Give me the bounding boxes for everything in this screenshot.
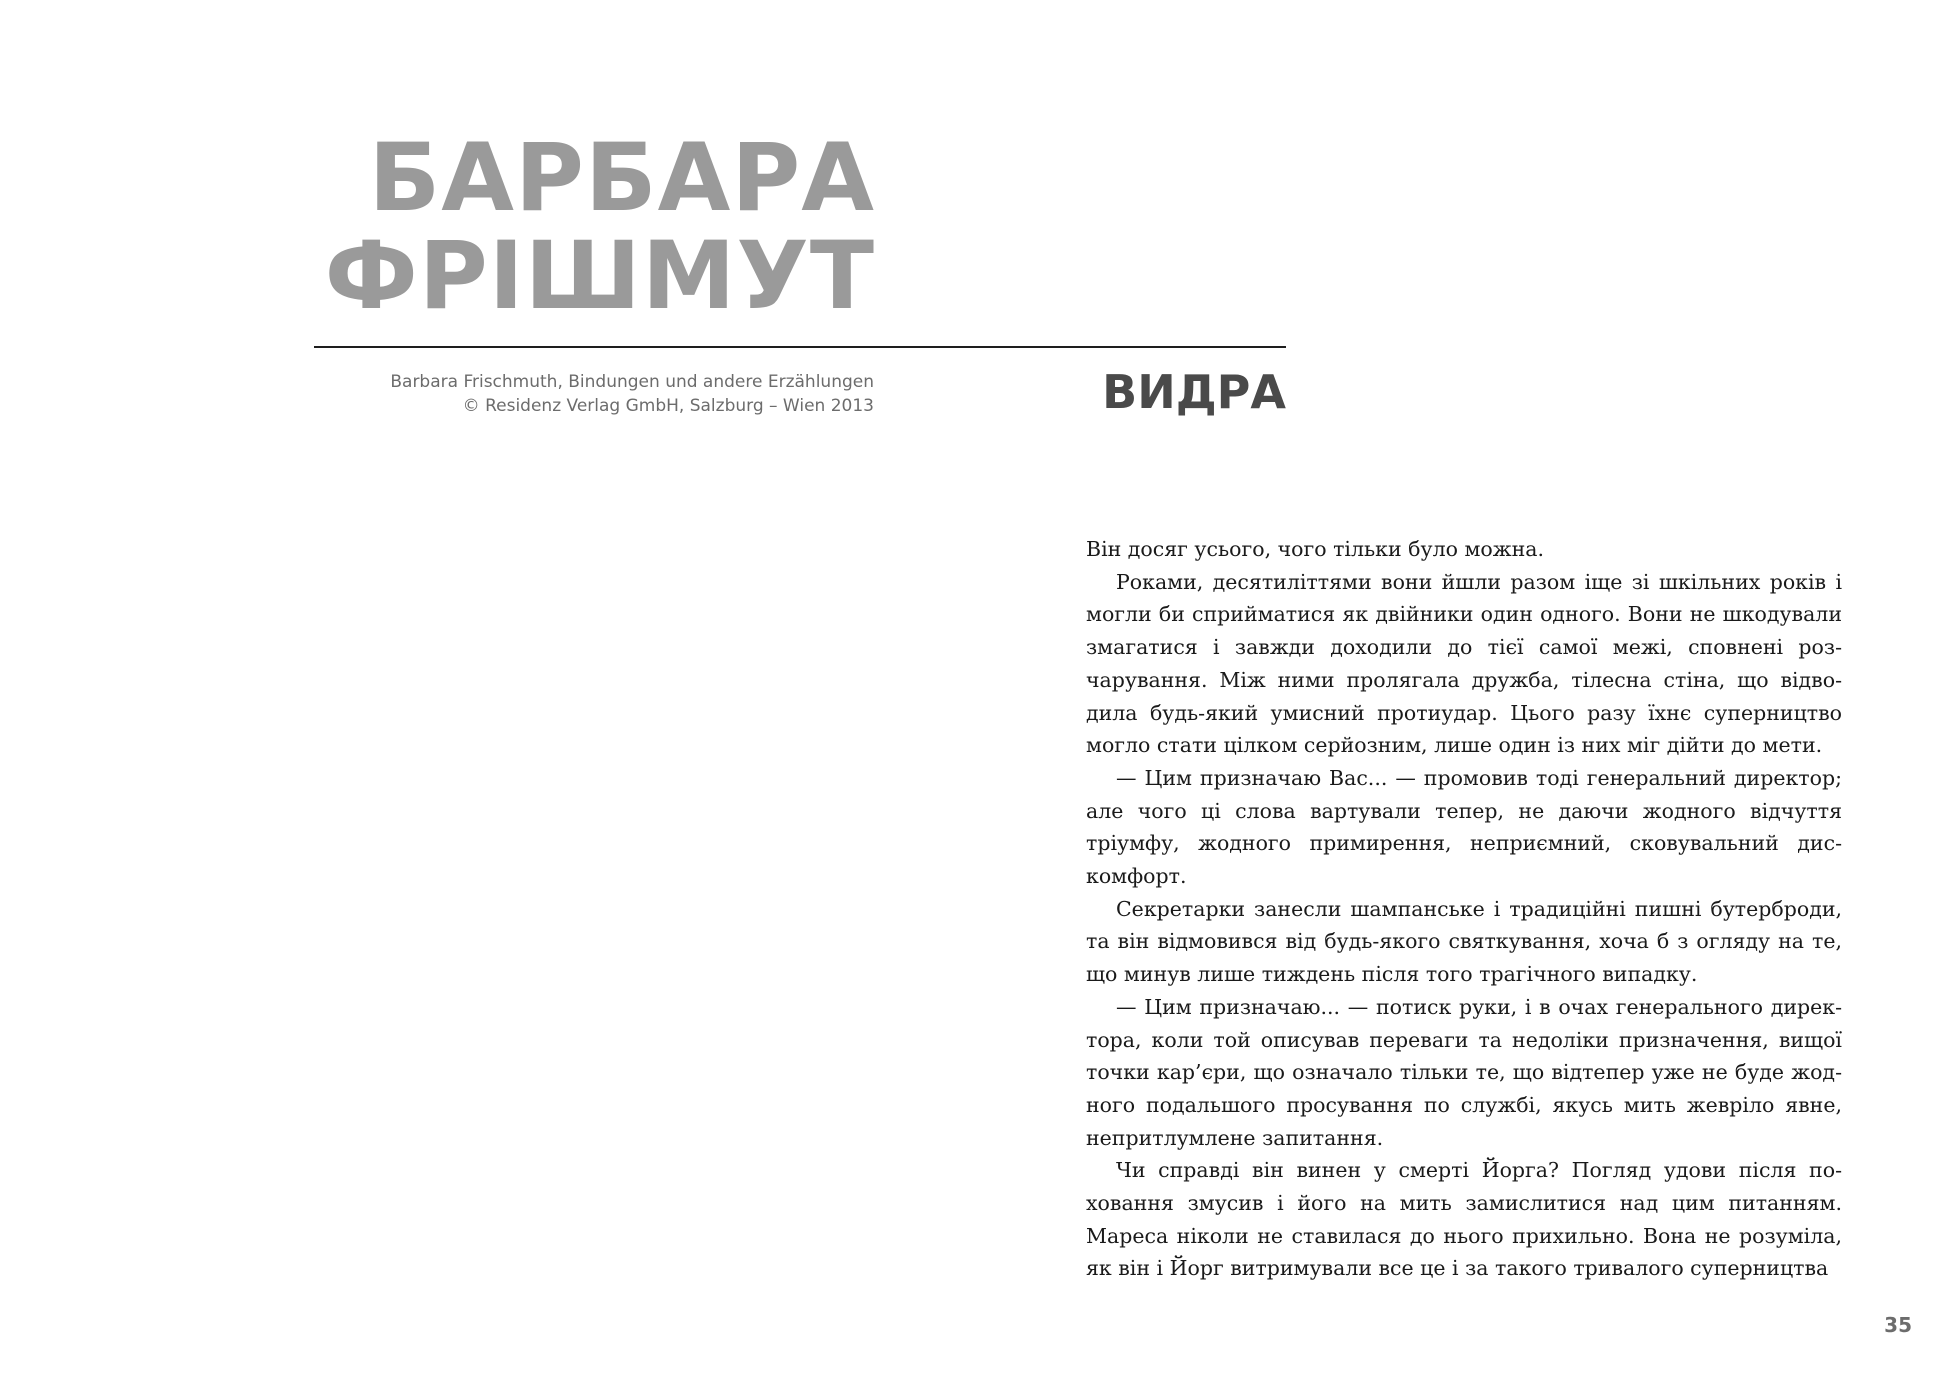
story-paragraph: — Цим призначаю Вас... — промовив тоді генеральний директор; але чого ці слова вартували тепер, не даючи жодного відчуття тріумфу, жодного примирення, неприємний, сковувальний дискомфорт.: [1086, 765, 1842, 889]
original-source-line: Barbara Frischmuth, Bindungen und andere Erzählungen: [390, 372, 874, 392]
page-number: 35: [1884, 1313, 1912, 1337]
story-body: [1086, 533, 1842, 1285]
author-name-heading: [310, 124, 875, 331]
author-first-name: БАРБАРА: [368, 124, 875, 233]
copyright-line: © Residenz Verlag GmbH, Salzburg – Wien 2013: [462, 396, 874, 416]
story-paragraph: Роками, десятиліттями вони йшли разом іще зі шкільних років і могли би сприйматися як двійники один одного. Вони не шкодували змагатися і завжди доходили до тієї самої межі, сповнені розчарування. Між ними пролягала дружба, тілесна стіна, що відводила будь-який умисний протиудар. Цього разу їхнє суперництво могло стати цілком серйозним, лише один із них міг дійти до мети.: [1086, 569, 1842, 758]
story-paragraph: Чи справді він винен у смерті Йорга? Погляд удови після поховання змусив і його на мить замислитися над цим питанням. Мареса ніколи не ставилася до нього прихильно. Вона не розуміла, як він і Йорг витримували все це і за такого тривалого суперництва: [1086, 1158, 1842, 1281]
story-title: ВИДРА: [1102, 365, 1286, 419]
title-divider: [314, 346, 1286, 348]
story-paragraph: — Цим призначаю... — потиск руки, і в очах генерального директора, коли той описував переваги та недоліки призначення, вищої точки кар’єри, що означало тільки те, що відтепер уже не буде жодного подальшого просування по службі, якусь мить жевріло явне, непритлумлене запитання.: [1086, 994, 1842, 1150]
copyright-credits: [340, 370, 874, 418]
author-last-name: ФРІШМУТ: [324, 222, 875, 331]
story-paragraph: Секретарки занесли шампанське і традиційні пишні бутерброди, та він відмовився від будь-якого святкування, хоча б з огляду на те, що минув лише тиждень після того трагічного випадку.: [1086, 896, 1842, 987]
story-paragraph: Він досяг усього, чого тільки було можна.: [1086, 537, 1544, 561]
